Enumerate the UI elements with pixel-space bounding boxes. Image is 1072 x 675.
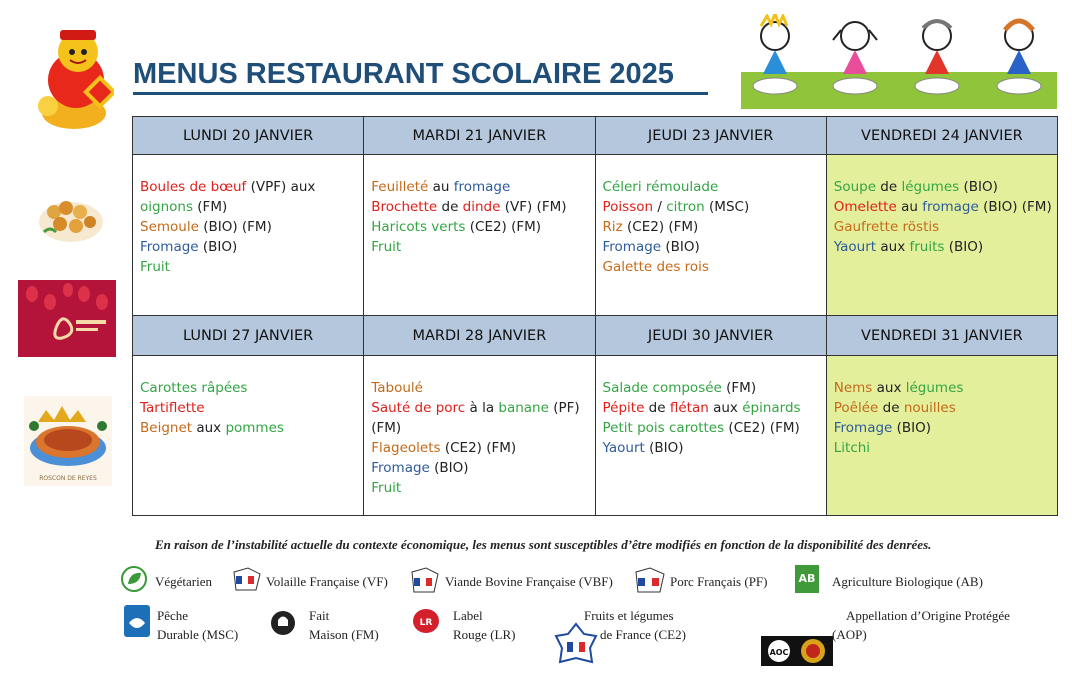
menu-item-segment: Yaourt [602, 439, 645, 456]
legend-label-2: Rouge (LR) [453, 627, 516, 642]
menu-item [371, 378, 588, 398]
menu-item-segment: / [653, 199, 667, 216]
menu-item-segment: (VPF) aux [246, 179, 316, 196]
menu-item-segment: nouilles [903, 399, 956, 416]
menu-item-segment: Fromage [833, 419, 893, 436]
menu-items [596, 155, 826, 277]
menu-item-segment: dinde [462, 199, 501, 216]
week-2-header-row [133, 316, 1058, 355]
day-heading: LUNDI 27 JANVIER [133, 316, 364, 355]
menu-item [603, 438, 820, 458]
pork-flag-icon [634, 566, 666, 596]
menu-item-segment: flétan [669, 399, 709, 416]
menu-item-segment: Beignet [140, 419, 193, 436]
day-menu-cell [364, 155, 595, 316]
menu-item-segment: (PF) [548, 399, 580, 416]
day-heading: LUNDI 20 JANVIER [133, 117, 364, 155]
menu-item-segment: Flageolets [371, 439, 441, 456]
menu-item [140, 257, 357, 277]
menu-item-segment: (CE2) (FM) [622, 219, 699, 236]
menu-item-segment: (MSC) [704, 199, 750, 216]
menu-item [603, 197, 820, 217]
menu-item [834, 217, 1051, 237]
menu-item [140, 237, 357, 257]
menu-item [603, 257, 820, 277]
day-menu-cell [595, 355, 826, 515]
aop-seal-icon [761, 636, 833, 666]
menu-item-segment: Poisson [602, 199, 654, 216]
menu-item [371, 418, 588, 438]
day-menu-cell [364, 355, 595, 515]
menu-item-segment: de [876, 179, 902, 196]
menu-item-segment: Semoule [140, 219, 199, 236]
menu-item-segment: oignons [140, 199, 193, 216]
menu-item-segment: aux [192, 419, 226, 436]
legend-fruits-2: de France (CE2) [600, 627, 686, 642]
menu-item-segment: fromage [453, 179, 511, 196]
menu-item [371, 478, 588, 498]
menu-item-segment: Riz [602, 219, 623, 236]
menu-item [140, 418, 357, 438]
menu-item-segment: fruits [909, 239, 945, 256]
menu-item [834, 378, 1051, 398]
menu-item-segment: aux [872, 379, 906, 396]
menu-item-segment: (BIO) [892, 419, 932, 436]
menu-item-segment: à la [465, 399, 499, 416]
menu-item [371, 398, 588, 418]
menu-item-segment: épinards [742, 399, 801, 416]
menu-table [132, 116, 1058, 516]
menu-item [834, 398, 1051, 418]
legend-bovine: Viande Bovine Française (VBF) [445, 574, 613, 589]
menu-item-segment: (BIO) [644, 439, 684, 456]
menu-item-segment: Omelette [833, 199, 897, 216]
menu-item-segment: (BIO) [429, 459, 469, 476]
menu-item [140, 177, 357, 197]
menu-items [827, 356, 1057, 458]
menu-item-segment: Poêlée [833, 399, 879, 416]
fried-food-image [36, 190, 106, 246]
legend-aop-2: (AOP) [832, 627, 867, 642]
vegetarian-leaf-icon [121, 566, 147, 592]
legend-porc: Porc Français (PF) [670, 574, 768, 589]
menu-item-segment: Petit pois carottes [602, 419, 725, 436]
menu-item-segment: (VF) (FM) [500, 199, 567, 216]
snake-mascot-icon [26, 18, 114, 132]
menu-item-segment: Nems [833, 379, 873, 396]
label-rouge-icon [412, 608, 440, 634]
beef-flag-icon [410, 566, 440, 596]
menu-item [834, 438, 1051, 458]
menu-item-segment: de [437, 199, 463, 216]
menu-item-segment: Tartiflette [140, 399, 205, 416]
menu-item [371, 458, 588, 478]
menu-item-segment: pommes [225, 419, 284, 436]
day-menu-cell [133, 155, 364, 316]
legend-vegetarien: Végétarien [155, 574, 213, 589]
galette-des-rois-image [24, 396, 112, 486]
week-1-header-row [133, 117, 1058, 155]
menu-item [834, 418, 1051, 438]
menu-item [603, 398, 820, 418]
menu-item-segment: (BIO) [959, 179, 998, 196]
menu-item [834, 237, 1051, 257]
menu-item-segment: (BIO) (FM) [978, 199, 1052, 216]
menu-item-segment: Fruit [371, 479, 402, 496]
menu-items [364, 155, 594, 257]
homemade-chef-icon [270, 610, 296, 636]
menu-item-segment: Fromage [371, 459, 430, 476]
legend-fait-1: Fait [309, 608, 330, 623]
menu-item-segment: (BIO) [944, 239, 984, 256]
menu-item [140, 217, 357, 237]
menu-item-segment: au [428, 179, 454, 196]
page-title: MENUS RESTAURANT SCOLAIRE 2025 [133, 58, 674, 90]
menu-item-segment: (CE2) (FM) [724, 419, 800, 436]
menu-item-segment: Soupe [833, 179, 877, 196]
menu-item [140, 398, 357, 418]
legend-aop-1: Appellation d’Origine Protégée [846, 608, 1010, 623]
menu-item-segment: (BIO) [661, 239, 700, 256]
menu-item-segment: de [644, 399, 670, 416]
menu-item [603, 177, 820, 197]
legend-peche-2: Durable (MSC) [157, 627, 239, 642]
legend-peche-1: Pêche [157, 608, 189, 623]
svg-text:AOC: AOC [769, 648, 789, 657]
chinese-new-year-banner-image [18, 280, 116, 357]
menu-item-segment: fromage [922, 199, 979, 216]
menu-item [371, 177, 588, 197]
menu-items [596, 356, 826, 458]
menu-item [834, 177, 1051, 197]
menu-item-segment: Gaufrette röstis [833, 219, 940, 236]
menu-item-segment: Taboulé [371, 379, 423, 396]
menu-item-segment: banane [498, 399, 549, 416]
msc-fish-icon [124, 605, 150, 637]
menu-item [603, 418, 820, 438]
day-heading: JEUDI 23 JANVIER [595, 117, 826, 155]
menu-item [140, 197, 357, 217]
menu-item-segment: Céleri rémoulade [602, 179, 719, 196]
menu-item-segment: Pépite [602, 399, 645, 416]
menu-item-segment: Feuilleté [371, 179, 429, 196]
menu-item-segment: (FM) [721, 379, 757, 396]
day-heading: VENDREDI 24 JANVIER [826, 117, 1057, 155]
menu-item-segment: (FM) [371, 419, 402, 436]
day-heading: JEUDI 30 JANVIER [595, 316, 826, 355]
day-menu-cell [826, 355, 1057, 515]
menu-item [603, 237, 820, 257]
svg-text:ROSCON DE REYES: ROSCON DE REYES [39, 475, 97, 482]
kids-at-table-image [741, 14, 1057, 109]
week-1-menu-row [133, 155, 1058, 316]
day-menu-cell [826, 155, 1057, 316]
menu-item-segment: Sauté de porc [371, 399, 466, 416]
day-heading: MARDI 28 JANVIER [364, 316, 595, 355]
menu-item-segment: Litchi [833, 439, 871, 456]
menu-item-segment: (BIO) (FM) [198, 219, 272, 236]
title-underline [133, 92, 708, 95]
menu-item [371, 237, 588, 257]
poultry-flag-icon [232, 566, 262, 592]
menu-item-segment: Boules de bœuf [140, 179, 247, 196]
menu-item-segment: Fromage [140, 239, 199, 256]
menu-item [371, 217, 588, 237]
menu-item-segment: Brochette [371, 199, 438, 216]
menu-item-segment: de [878, 399, 904, 416]
legend-fruits-1: Fruits et légumes [584, 608, 674, 623]
legend-label-1: Label [453, 608, 483, 623]
day-menu-cell [133, 355, 364, 515]
menu-item [603, 217, 820, 237]
menu-item-segment: Galette des rois [602, 259, 709, 276]
menu-item-segment: (CE2) (FM) [440, 439, 517, 456]
menu-item [140, 378, 357, 398]
menu-item-segment: (FM) [193, 199, 228, 216]
ab-organic-icon [795, 565, 819, 593]
menu-item [834, 197, 1051, 217]
legend-fait-2: Maison (FM) [309, 627, 379, 642]
legend-volaille: Volaille Française (VF) [266, 574, 388, 589]
menu-item-segment: Haricots verts [371, 219, 466, 236]
day-heading: MARDI 21 JANVIER [364, 117, 595, 155]
menu-item-segment: aux [876, 239, 910, 256]
menu-item [603, 378, 820, 398]
disclaimer-text: En raison de l’instabilité actuelle du contexte économique, les menus sont susceptibles d’être modifiés en fonction de la disponibilité des denrées. [155, 537, 932, 552]
menu-item-segment: aux [708, 399, 743, 416]
menu-item-segment: Yaourt [833, 239, 877, 256]
menu-item-segment: citron [666, 199, 705, 216]
svg-text:LR: LR [419, 618, 433, 628]
menu-item [371, 438, 588, 458]
day-heading: VENDREDI 31 JANVIER [826, 316, 1057, 355]
menu-item-segment: Fruit [140, 259, 170, 276]
day-menu-cell [595, 155, 826, 316]
menu-item-segment: légumes [901, 179, 960, 196]
menu-item-segment: légumes [905, 379, 964, 396]
fruits-legumes-france-icon [554, 622, 598, 666]
menu-item-segment: au [896, 199, 923, 216]
menu-item-segment: Carottes râpées [140, 379, 248, 396]
menu-items [133, 155, 363, 277]
menu-items [827, 155, 1057, 257]
menu-item-segment: Salade composée [602, 379, 722, 396]
week-2-menu-row [133, 355, 1058, 515]
menu-items [364, 356, 594, 498]
menu-item-segment: Fruit [371, 239, 402, 256]
menu-item-segment: (BIO) [198, 239, 238, 256]
menu-item [371, 197, 588, 217]
svg-text:AB: AB [798, 572, 816, 585]
menu-item-segment: (CE2) (FM) [465, 219, 542, 236]
menu-item-segment: Fromage [602, 239, 662, 256]
legend-bio: Agriculture Biologique (AB) [832, 574, 983, 589]
menu-items [133, 356, 363, 438]
